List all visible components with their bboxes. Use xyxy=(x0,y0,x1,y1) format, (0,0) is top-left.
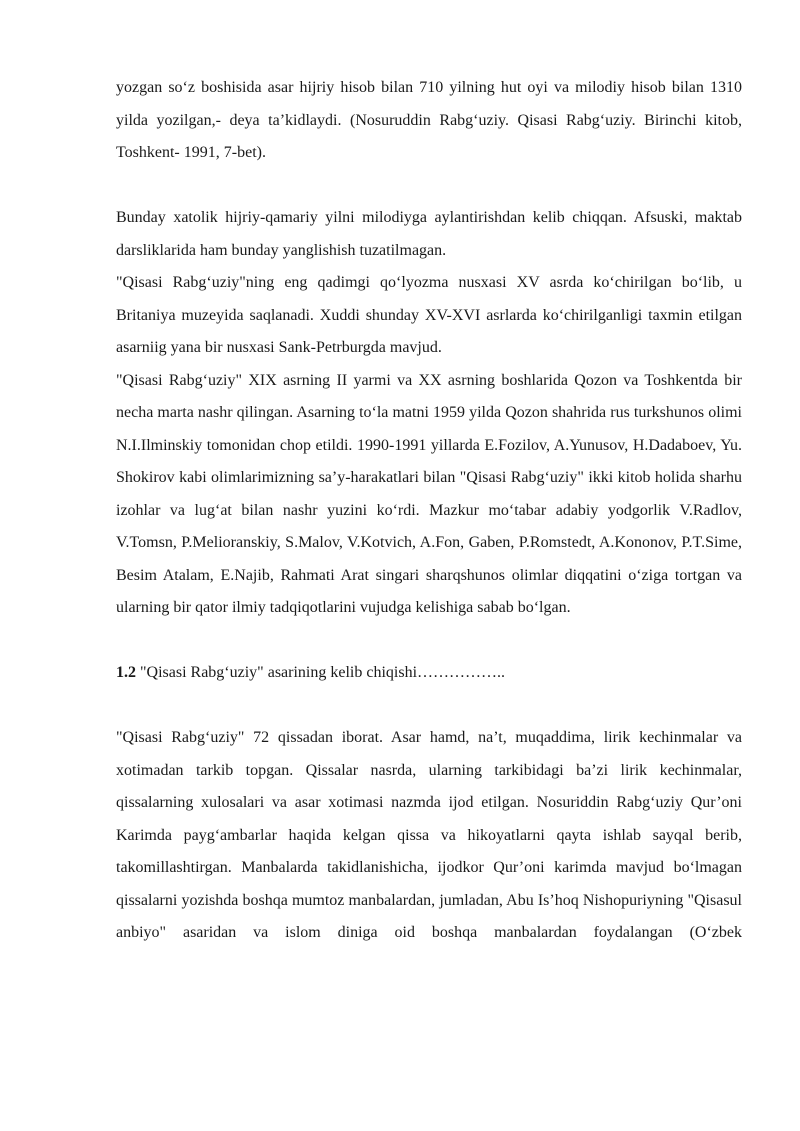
section-heading xyxy=(116,657,742,690)
paragraph-gap xyxy=(116,625,742,658)
paragraph-5: "Qisasi Rabg‘uziy" 72 qissadan iborat. Asar hamd, na’t, muqaddima, lirik kechinmalar va xotimadan tarkib topgan. Qissalar nasrda, ularning tarkibidagi ba’zi lirik kechinmalar, qissalarning xulosalari va asar xotimasi nazmda ijod etilgan. Nosuriddin Rabg‘uziy Qur’oni Karimda payg‘ambarlar haqida kelgan qissa va hikoyatlarni qayta ishlab sayqal berib, takomillashtirgan. Manbalarda takidlanishicha, ijodkor Qur’oni karimda mavjud bo‘lmagan qissalarni yozishda boshqa mumtoz manbalardan, jumladan, Abu Is’hoq Nishopuriyning "Qisasul anbiyo" asaridan va islom diniga oid boshqa manbalardan foydalangan (O‘zbek xyxy=(116,729,742,941)
paragraph-4: "Qisasi Rabg‘uziy" XIX asrning II yarmi va XX asrning boshlarida Qozon va Toshkentda bir necha marta nashr qilingan. Asarning to‘la matni 1959 yilda Qozon shahrida rus turkshunos olimi N.I.Ilminskiy tomonidan chop etildi. 1990-1991 yillarda E.Fozilov, A.Yunusov, H.Dadaboev, Yu. Shokirov kabi olimlarimizning sa’y-harakatlari bilan "Qisasi Rabg‘uziy" ikki kitob holida sharhu izohlar va lug‘at bilan nashr yuzini ko‘rdi. Mazkur mo‘tabar adabiy yodgorlik V.Radlov, V.Tomsn, P.Melioranskiy, S.Malov, V.Kotvich, A.Fon, Gaben, P.Romstedt, A.Kononov, P.T.Sime, Besim Atalam, E.Najib, Rahmati Arat singari sharqshunos olimlar diqqatini o‘ziga tortgan va ularning bir qator ilmiy tadqiqotlarini vujudga kelishiga sabab bo‘lgan. xyxy=(116,371,742,616)
paragraph-2: Bunday xatolik hijriy-qamariy yilni milodiyga aylantirishdan kelib chiqqan. Afsuski, maktab darsliklarida ham bunday yanglishish tuzatilmagan. xyxy=(116,209,742,259)
paragraph-gap xyxy=(116,170,742,203)
section-title: "Qisasi Rabg‘uziy" asarining kelib chiqishi…………….. xyxy=(136,664,506,681)
section-number: 1.2 xyxy=(116,664,136,681)
paragraph-3: "Qisasi Rabg‘uziy"ning eng qadimgi qo‘lyozma nusxasi XV asrda ko‘chirilgan bo‘lib, u Britaniya muzeyida saqlanadi. Xuddi shunday XV-XVI asrlarda ko‘chirilganligi taxmin etilgan asarniig yana bir nusxasi Sank-Petrburgda mavjud. xyxy=(116,274,742,356)
paragraph-gap xyxy=(116,690,742,723)
paragraph-1: yozgan so‘z boshisida asar hijriy hisob bilan 710 yilning hut oyi va milodiy hisob bilan 1310 yilda yozilgan,- deya ta’kidlaydi. (Nosuruddin Rabg‘uziy. Qisasi Rabg‘uziy. Birinchi kitob, Toshkent- 1991, 7-bet). xyxy=(116,79,742,161)
